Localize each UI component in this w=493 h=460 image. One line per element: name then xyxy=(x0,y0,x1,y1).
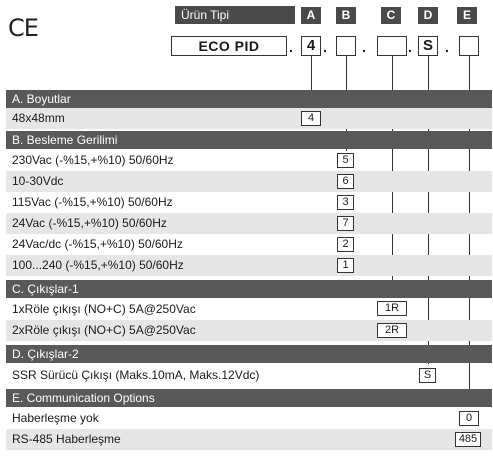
column-letter-a: A xyxy=(301,7,321,24)
model-name-box: ECO PID xyxy=(171,36,287,56)
code-box-b xyxy=(336,36,356,56)
table-row: 1xRöle çıkışı (NO+C) 5A@250Vac xyxy=(12,302,196,316)
table-row: 24Vac/dc (-%15,+%10) 50/60Hz xyxy=(12,237,183,251)
urun-tipi-label: Ürün Tipi xyxy=(175,6,295,24)
column-letter-d: D xyxy=(418,7,438,24)
table-row: 10-30Vdc xyxy=(6,171,492,192)
separator-dot: . xyxy=(362,39,366,55)
table-row: 24Vac (-%15,+%10) 50/60Hz xyxy=(6,213,492,234)
code-box-c xyxy=(377,36,407,56)
table-row: 2xRöle çıkışı (NO+C) 5A@250Vac xyxy=(6,320,492,341)
code-box-a: 4 xyxy=(301,36,321,56)
option-code-box: 2 xyxy=(337,237,354,252)
table-row: Haberleşme yok xyxy=(12,411,99,425)
section-header-b: B. Besleme Gerilimi xyxy=(6,131,492,149)
section-header-c: C. Çıkışlar-1 xyxy=(6,280,492,298)
table-row: RS-485 Haberleşme xyxy=(6,429,492,450)
separator-dot: . xyxy=(408,39,412,55)
option-code-box: 1 xyxy=(337,258,354,273)
option-code-box: 485 xyxy=(455,432,481,447)
column-letter-b: B xyxy=(336,7,356,24)
section-header-d: D. Çıkışlar-2 xyxy=(6,345,492,363)
option-code-box: 5 xyxy=(337,153,354,168)
option-code-box: 4 xyxy=(301,111,321,126)
ce-mark: CE xyxy=(8,14,38,42)
table-row: 100...240 (-%15,+%10) 50/60Hz xyxy=(6,255,492,276)
table-row: 115Vac (-%15,+%10) 50/60Hz xyxy=(12,195,173,209)
table-row: SSR Sürücü Çıkışı (Maks.10mA, Maks.12Vdc) xyxy=(12,368,260,382)
column-letter-e: E xyxy=(457,7,477,24)
separator-dot: . xyxy=(289,39,293,55)
code-box-d: S xyxy=(418,36,438,56)
option-code-box: 2R xyxy=(377,323,407,338)
option-code-box: 1R xyxy=(377,301,407,316)
column-letter-c: C xyxy=(381,7,401,24)
option-code-box: 0 xyxy=(459,411,479,426)
option-code-box: S xyxy=(419,368,436,383)
separator-dot: . xyxy=(323,39,327,55)
option-code-box: 7 xyxy=(337,216,354,231)
table-row: 48x48mm xyxy=(6,108,492,129)
separator-dot: . xyxy=(445,39,449,55)
option-code-box: 3 xyxy=(337,195,354,210)
option-code-box: 6 xyxy=(337,174,354,189)
section-header-e: E. Communication Options xyxy=(6,389,492,407)
table-row: 230Vac (-%15,+%10) 50/60Hz xyxy=(12,153,174,167)
code-box-e xyxy=(459,36,479,56)
section-header-a: A. Boyutlar xyxy=(6,90,492,108)
